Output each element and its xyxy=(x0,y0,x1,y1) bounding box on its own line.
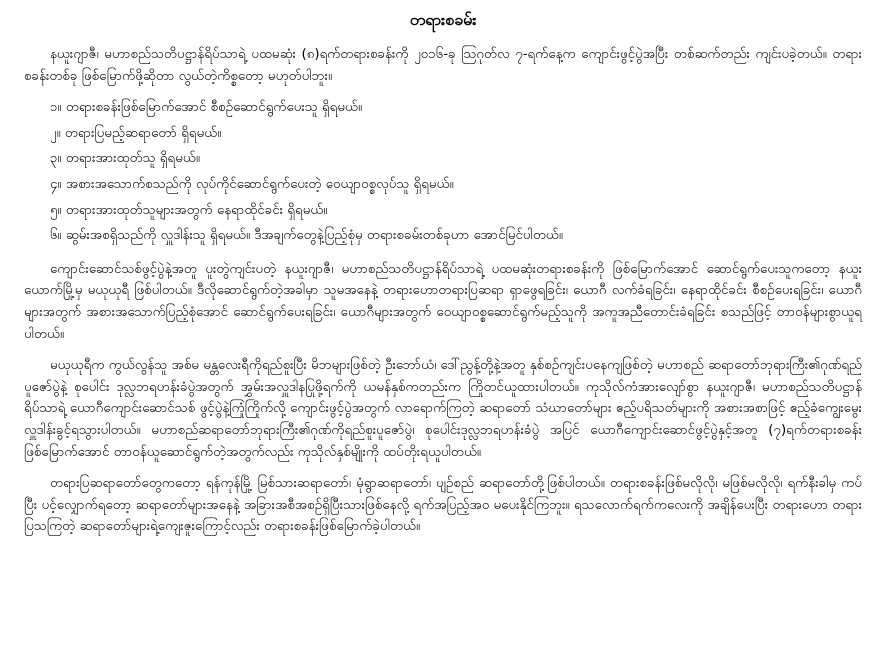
document-title: တရားစခမ်း xyxy=(409,10,477,29)
requirements-list xyxy=(24,97,862,247)
intro-paragraph: နယူးဂျာဇီ၊ မဟာစည်သတိပဋ္ဌာန်ရိပ်သာရဲ့ ပထမဆုံး (၈)ရက်တရားစခန်းကို ၂၀၁၆-ခု ဩဂုတ်လ ၇-ရက်နေ့က ကျောင်းဖွင့်ပွဲအပြီး တစ်ဆက်တည်း ကျင်းပခဲ့တယ်။ တရားစခန်းတစ်ခု ဖြစ်မြောက်ဖို့ဆိုတာ လွယ်တဲ့ကိစ္စတော့ မဟုတ်ပါဘူး။ xyxy=(24,47,862,84)
organizer-paragraph: ကျောင်းဆောင်သစ်ဖွင့်ပွဲနဲ့အတူ ပူးတွဲကျင်းပတဲ့ နယူးဂျာဇီ၊ မဟာစည်သတိပဋ္ဌာန်ရိပ်သာရဲ့ ပထမဆုံးတရားစခန်းကို ဖြစ်မြောက်အောင် ဆောင်ရွက်ပေးသူကတော့ နယူးယောက်မြို့မှ မယုယုရီ ဖြစ်ပါတယ်။ ဒီလိုဆောင်ရွက်တဲ့အခါမှာ သူမအနေနဲ့ တရားဟောတရားပြဆရာ ရှာဖွေရခြင်း၊ ယောဂီ လက်ခံရခြင်း၊ နေရာထိုင်ခင်း စီစဉ်ပေးရခြင်း၊ ယောဂီများအတွက် အစားအသောက်ပြည့်စုံအောင် ဆောင်ရွက်ပေးရခြင်း၊ ယောဂီများအတွက် ဝေယျာဝစ္စဆောင်ရွက်မည့်သူကို အကူအညီတောင်းခံရခြင်း စသည်ဖြင့် တာဝန်များစွာယူရပါတယ်။ xyxy=(24,261,862,342)
list-item: ၄။ အစားအသောက်စသည်ကို လုပ်ကိုင်ဆောင်ရွက်ပေးတဲ့ ဝေယျာဝစ္စလုပ်သူ ရှိရမယ်။ xyxy=(50,176,454,192)
teachers-paragraph: တရားပြဆရာတော်တွေကတော့ ရန်ကုန်မြို့ မြစ်သားဆရာတော်၊ မုံရွာဆရာတော်၊ ပျဉ်စည် ဆရာတော်တို့ဖြစ်ပါတယ်။ တရားစခန်းဖြစ်မလိုလို၊ မဖြစ်မလိုလို၊ ရက်နီးခါမှ ကပ်ပြီး ပင့်လျှောက်ရတော့ ဆရာတော်များအနေနဲ့ အခြားအစီအစဉ်ရှိပြီးသားဖြစ်နေလို့ ရက်အပြည့်အဝ မပေးနိုင်ကြဘူး။ ရသလောက်ရက်ကလေးကို အချိန်ပေးပြီး တရားဟော တရားပြသကြတဲ့ ဆရာတော်များရဲ့ကျေးဇူးကြောင့်လည်း တရားစခန်းဖြစ်မြောက်ခဲ့ပါတယ်။ xyxy=(24,476,862,535)
donation-paragraph: မယုယုရီက ကွယ်လွန်သူ အစ်မ မန္တလေးရီကိုရည်စူးပြီး မိဘများဖြစ်တဲ့ ဦးဘော်ယံ၊ ဒေါ်ညွန့်တို့နဲ့အတူ နှစ်စဉ်ကျင်းပနေကျဖြစ်တဲ့ မဟာစည် ဆရာတော်ဘုရားကြီး၏ဂုဏ်ရည်ပူဇော်ပွဲနဲ့ စုပေါင်း ဒုလ္လဘရဟန်းခံပွဲအတွက် အွှမ်းအလှူဒါနပြုဖို့ရက်ကို ယမန်နှစ်ကတည်းက ကြိုတင်ယူထားပါတယ်။ ကုသိုလ်ကံအားလျော်စွာ နယူးဂျာဇီ၊ မဟာစည်သတိပဋ္ဌာန်ရိပ်သာရဲ့ ယောဂီကျောင်းဆောင်သစ် ဖွင့်ပွဲနဲ့ကြုံကြိုက်လို့ ကျောင်းဖွင့်ပွဲအတွက် လာရောက်ကြတဲ့ ဆရာတော် သံဃာတော်များ ဧည့်ပရိသတ်များကို အစားအစာဖြင့် ဧည့်ခံကျွေးမွေး လှူဒါန်းခွင့်ရသွားပါတယ်။ မဟာစည်ဆရာတော်ဘုရားကြီး၏ဂုဏ်ကိုရည်စူးပူဇော်ပွဲ၊ စုပေါင်းဒုလ္လဘရဟန်းခံပွဲ အပြင် ယောဂီကျောင်းဆောင်ဖွင့်ပွဲနှင့်အတူ (၇)ရက်တရားစခန်းဖြစ်မြောက်အောင် တာဝန်ယူဆောင်ရွက်တဲ့အတွက်လည်း ကုသိုလ်နှစ်မျိုးကို ထပ်တိုးရယူပါတယ်။ xyxy=(24,358,862,460)
list-item: ၆။ ဆွမ်းအစရှိသည်ကို လှူဒါန်းသူ ရှိရမယ်။ ဒီအချက်တွေနဲ့ပြည့်စုံမှ တရားစခမ်းတစ်ခုဟာ အောင်မြင်ပါတယ်။ xyxy=(50,228,563,244)
list-item: ၂။ တရားပြမည့်ဆရာတော် ရှိရမယ်။ xyxy=(50,125,222,141)
list-item: ၅။ တရားအားထုတ်သူများအတွက် နေရာထိုင်ခင်း ရှိရမယ်။ xyxy=(50,202,328,218)
list-item: ၃။ တရားအားထုတ်သူ ရှိရမယ်။ xyxy=(50,151,200,167)
list-item: ၁။ တရားစခန်းဖြစ်မြောက်အောင် စီစဉ်ဆောင်ရွက်ပေးသူ ရှိရမယ်။ xyxy=(50,100,363,116)
